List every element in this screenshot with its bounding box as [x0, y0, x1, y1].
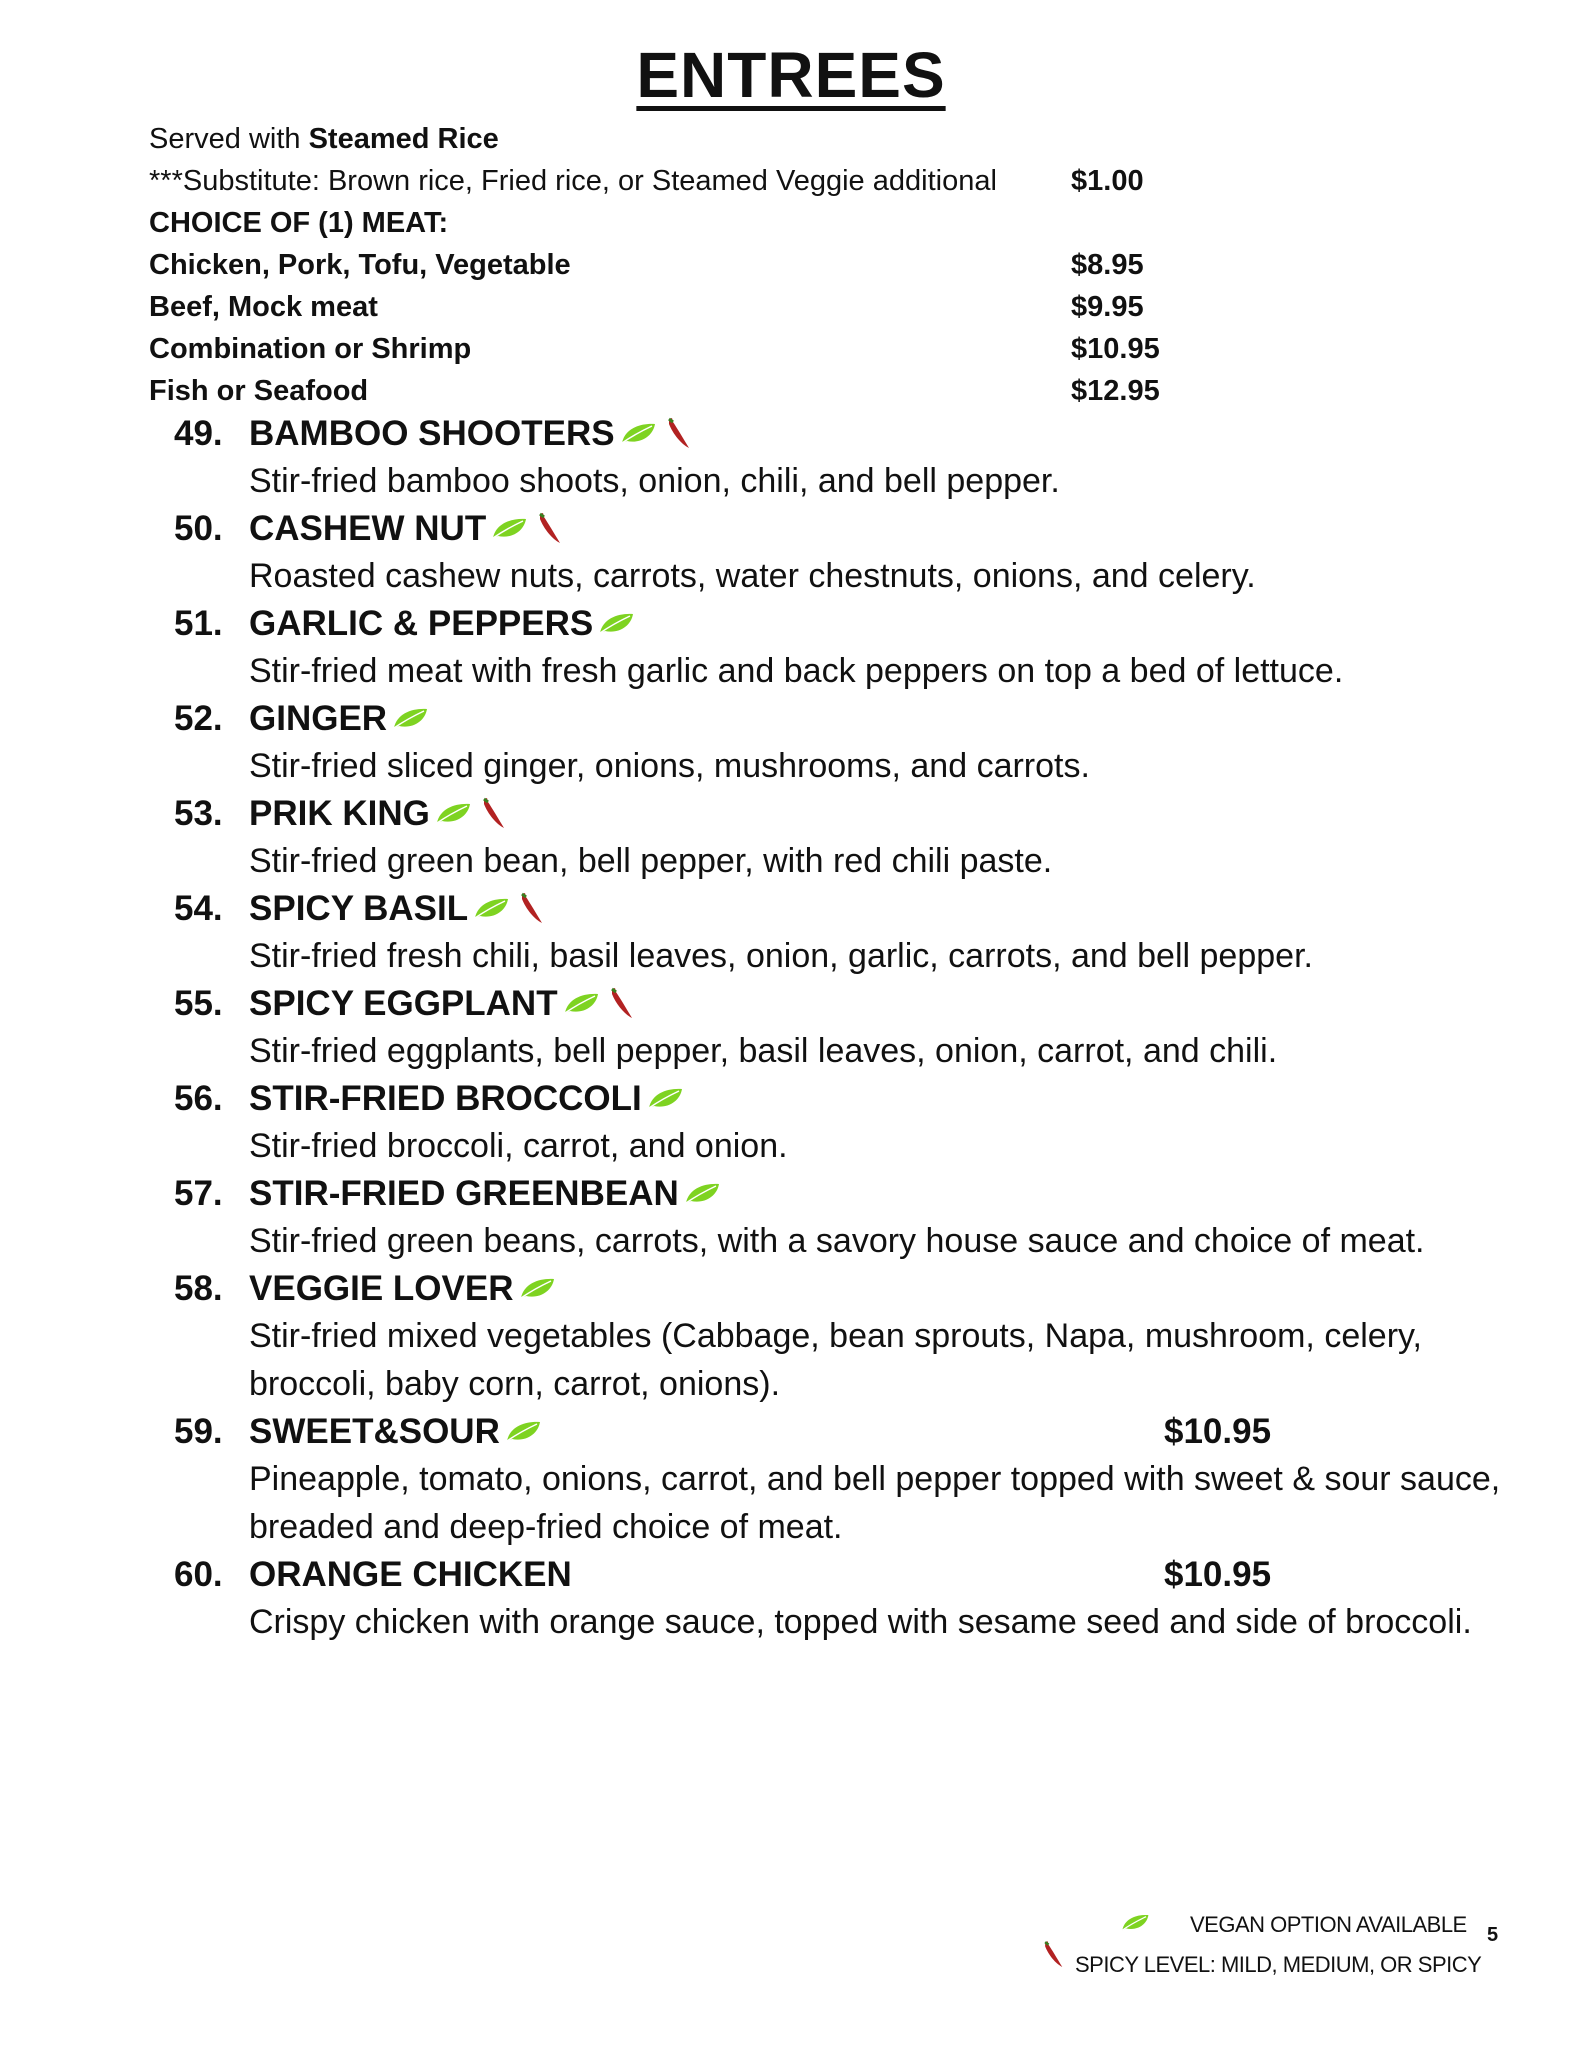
item-description: Roasted cashew nuts, carrots, water chestnuts, onions, and celery.	[249, 557, 1256, 595]
entree-list	[174, 410, 1514, 1646]
item-number: 57.	[174, 1173, 223, 1213]
meat-name: Combination or Shrimp	[149, 333, 472, 365]
item-description: Stir-fried eggplants, bell pepper, basil leaves, onion, carrot, and chili.	[249, 1032, 1278, 1070]
item-number: 59.	[174, 1411, 223, 1451]
leaf-icon	[504, 1420, 542, 1444]
leaf-icon	[683, 1182, 721, 1206]
item-name: STIR-FRIED GREENBEAN	[249, 1173, 679, 1213]
item-icons	[597, 612, 635, 636]
chili-icon	[478, 796, 506, 832]
leaf-icon	[391, 707, 429, 731]
legend-vegan-label: VEGAN OPTION AVAILABLE	[1190, 1912, 1467, 1937]
item-name: SWEET&SOUR	[249, 1411, 500, 1451]
menu-item	[174, 1075, 1514, 1170]
item-description: Stir-fried green beans, carrots, with a savory house sauce and choice of meat.	[249, 1222, 1425, 1260]
item-heading	[174, 1408, 1514, 1455]
meat-name: Beef, Mock meat	[149, 291, 378, 323]
leaf-icon	[619, 422, 657, 446]
item-description: Stir-fried fresh chili, basil leaves, onion, garlic, carrots, and bell pepper.	[249, 937, 1313, 975]
item-heading	[174, 1551, 1514, 1598]
menu-item	[174, 1265, 1514, 1408]
item-heading	[174, 885, 1514, 932]
leaf-icon	[646, 1087, 684, 1111]
item-number: 50.	[174, 508, 223, 548]
item-icons	[562, 986, 634, 1022]
item-number: 49.	[174, 413, 223, 453]
meat-name: Fish or Seafood	[149, 375, 369, 407]
item-description: Stir-fried bamboo shoots, onion, chili, and bell pepper.	[249, 462, 1060, 500]
substitute-price: $1.00	[1071, 165, 1144, 197]
item-heading	[174, 600, 1514, 647]
item-name: SPICY BASIL	[249, 888, 469, 928]
item-description: Pineapple, tomato, onions, carrot, and bell pepper topped with sweet & sour sauce, breaded and deep-fried choice of meat.	[249, 1460, 1501, 1546]
item-name: GINGER	[249, 698, 388, 738]
leaf-icon	[597, 612, 635, 636]
leaf-icon	[562, 992, 600, 1016]
item-icons	[490, 511, 562, 547]
item-description: Crispy chicken with orange sauce, topped with sesame seed and side of broccoli.	[249, 1603, 1472, 1641]
item-number: 53.	[174, 793, 223, 833]
item-icons	[518, 1277, 556, 1301]
item-icons	[504, 1420, 542, 1444]
meat-name: Chicken, Pork, Tofu, Vegetable	[149, 249, 571, 281]
item-name: PRIK KING	[249, 793, 430, 833]
chili-icon	[534, 511, 562, 547]
page-number: 5	[1487, 1924, 1499, 1946]
menu-item	[174, 1551, 1514, 1646]
item-name: BAMBOO SHOOTERS	[249, 413, 615, 453]
menu-item	[174, 980, 1514, 1075]
item-heading	[174, 505, 1514, 552]
legend-vegan	[1040, 1905, 1467, 1945]
menu-item	[174, 505, 1514, 600]
item-name: STIR-FRIED BROCCOLI	[249, 1078, 642, 1118]
item-price: $10.95	[1164, 1555, 1272, 1594]
item-icons	[472, 891, 544, 927]
meat-price-list	[149, 244, 1349, 412]
item-heading	[174, 410, 1514, 457]
page-title: ENTREES	[636, 39, 946, 111]
meat-price: $12.95	[1071, 375, 1160, 407]
item-name: VEGGIE LOVER	[249, 1268, 514, 1308]
item-icons	[646, 1087, 684, 1111]
legend-spicy-label: SPICY LEVEL: MILD, MEDIUM, OR SPICY	[1075, 1952, 1482, 1977]
item-icons	[619, 416, 691, 452]
item-heading	[174, 1170, 1514, 1217]
item-heading	[174, 980, 1514, 1027]
leaf-icon	[490, 517, 528, 541]
menu-item	[174, 600, 1514, 695]
legend-spicy	[1040, 1945, 1482, 1985]
item-name: SPICY EGGPLANT	[249, 983, 558, 1023]
menu-item	[174, 410, 1514, 505]
item-number: 54.	[174, 888, 223, 928]
item-description: Stir-fried broccoli, carrot, and onion.	[249, 1127, 788, 1165]
meat-price: $8.95	[1071, 249, 1144, 281]
menu-item	[174, 790, 1514, 885]
served-rice: Steamed Rice	[308, 123, 499, 155]
item-heading	[174, 1075, 1514, 1122]
choice-label: CHOICE OF (1) MEAT:	[149, 207, 449, 239]
meat-row	[149, 370, 1349, 412]
item-name: CASHEW NUT	[249, 508, 487, 548]
chili-icon	[516, 891, 544, 927]
item-name: GARLIC & PEPPERS	[249, 603, 594, 643]
leaf-icon	[434, 802, 472, 826]
item-heading	[174, 1265, 1514, 1312]
substitute-line	[149, 160, 1349, 202]
item-name: ORANGE CHICKEN	[249, 1554, 572, 1594]
menu-item	[174, 885, 1514, 980]
chili-icon	[1040, 1939, 1064, 1971]
meat-row	[149, 328, 1349, 370]
item-number: 51.	[174, 603, 223, 643]
meat-price: $9.95	[1071, 291, 1144, 323]
meat-price: $10.95	[1071, 333, 1160, 365]
leaf-icon	[1120, 1913, 1150, 1933]
item-heading	[174, 695, 1514, 742]
leaf-icon	[518, 1277, 556, 1301]
item-number: 58.	[174, 1268, 223, 1308]
item-number: 56.	[174, 1078, 223, 1118]
substitute-text: ***Substitute: Brown rice, Fried rice, or Steamed Veggie additional	[149, 165, 997, 197]
item-icons	[391, 707, 429, 731]
leaf-icon	[472, 897, 510, 921]
chili-icon	[663, 416, 691, 452]
item-description: Stir-fried sliced ginger, onions, mushrooms, and carrots.	[249, 747, 1090, 785]
item-description: Stir-fried meat with fresh garlic and back peppers on top a bed of lettuce.	[249, 652, 1344, 690]
item-icons	[683, 1182, 721, 1206]
item-number: 55.	[174, 983, 223, 1023]
menu-item	[174, 695, 1514, 790]
chili-icon	[606, 986, 634, 1022]
served-with-line	[149, 118, 1349, 160]
item-description: Stir-fried mixed vegetables (Cabbage, bean sprouts, Napa, mushroom, celery, broccoli, baby corn, carrot, onions).	[249, 1317, 1422, 1403]
meat-row	[149, 244, 1349, 286]
served-prefix: Served with	[149, 123, 309, 155]
item-price: $10.95	[1164, 1412, 1272, 1451]
item-heading	[174, 790, 1514, 837]
legend	[1040, 1905, 1482, 1985]
item-icons	[434, 796, 506, 832]
item-number: 52.	[174, 698, 223, 738]
intro-section	[149, 118, 1349, 412]
item-number: 60.	[174, 1554, 223, 1594]
meat-row	[149, 286, 1349, 328]
item-description: Stir-fried green bean, bell pepper, with red chili paste.	[249, 842, 1053, 880]
menu-item	[174, 1408, 1514, 1551]
menu-item	[174, 1170, 1514, 1265]
